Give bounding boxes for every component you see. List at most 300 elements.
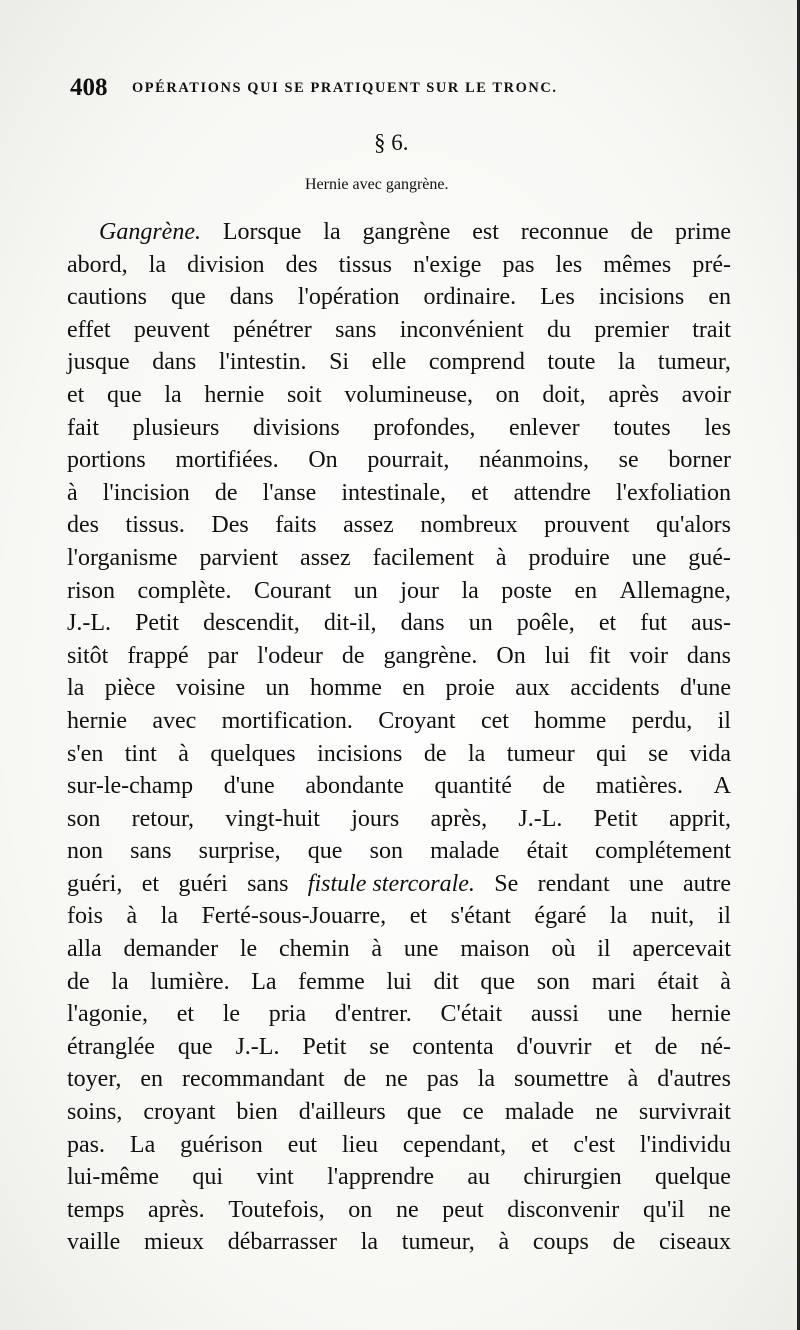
word: aussi bbox=[530, 1001, 579, 1028]
text-line bbox=[67, 379, 731, 412]
word: lui bbox=[544, 642, 571, 669]
word: trait bbox=[692, 316, 731, 343]
text-line bbox=[67, 444, 731, 477]
word: et bbox=[409, 903, 428, 930]
word: un bbox=[468, 610, 493, 637]
word: la bbox=[160, 903, 179, 930]
word: de bbox=[542, 773, 566, 800]
word: la bbox=[360, 1229, 379, 1256]
text-line bbox=[67, 868, 731, 901]
word: complète. bbox=[137, 577, 232, 604]
word: après, bbox=[430, 805, 488, 832]
word: enlever bbox=[509, 414, 580, 441]
word: effet bbox=[67, 316, 111, 343]
text-line bbox=[67, 933, 731, 966]
word: dit bbox=[433, 968, 459, 995]
word: où bbox=[551, 936, 576, 963]
word: s'en bbox=[67, 740, 104, 767]
word: aux bbox=[515, 675, 550, 702]
word: la bbox=[467, 740, 486, 767]
word: l'anse bbox=[262, 479, 317, 506]
word: On bbox=[308, 447, 338, 474]
word: sans bbox=[130, 838, 172, 865]
word: matières. bbox=[595, 773, 683, 800]
word: J.-L. bbox=[67, 610, 111, 637]
word: d'ouvrir bbox=[516, 1033, 592, 1060]
word: guéri, bbox=[67, 870, 123, 897]
word: rison bbox=[67, 577, 115, 604]
word: demander bbox=[123, 936, 219, 963]
word: en bbox=[140, 1066, 163, 1093]
page-header bbox=[70, 74, 690, 104]
word: que bbox=[177, 1033, 213, 1060]
word: de bbox=[612, 1229, 636, 1256]
word: son bbox=[369, 838, 403, 865]
word: femme bbox=[298, 968, 365, 995]
word: était bbox=[526, 838, 568, 865]
word: l'organisme bbox=[67, 544, 178, 571]
word: mari bbox=[591, 968, 636, 995]
word: assez bbox=[300, 544, 351, 571]
word: l'incision bbox=[102, 479, 190, 506]
word: à bbox=[627, 1066, 639, 1093]
word: fois bbox=[67, 903, 103, 930]
word: avoir bbox=[681, 381, 731, 408]
word: de bbox=[654, 1033, 678, 1060]
word: au bbox=[467, 1164, 491, 1191]
word: la bbox=[609, 903, 628, 930]
word: en bbox=[574, 577, 598, 604]
word: On bbox=[496, 642, 526, 669]
text-line bbox=[67, 998, 731, 1031]
word: lieu bbox=[341, 1131, 378, 1158]
word: jours bbox=[351, 805, 400, 832]
word: néanmoins, bbox=[479, 447, 589, 474]
word: Allemagne, bbox=[619, 577, 731, 604]
word: à bbox=[126, 903, 138, 930]
word: les bbox=[555, 251, 583, 278]
word: Si bbox=[329, 349, 350, 376]
word: borner bbox=[668, 447, 731, 474]
word: poste bbox=[501, 577, 552, 604]
word: le bbox=[239, 936, 258, 963]
word: c'est bbox=[573, 1131, 615, 1158]
word: pas bbox=[426, 1066, 459, 1093]
body-text bbox=[67, 216, 731, 1259]
word: une bbox=[628, 870, 664, 897]
word: temps bbox=[67, 1196, 125, 1223]
word: pénétrer bbox=[233, 316, 312, 343]
word: après bbox=[608, 381, 659, 408]
word: volumineuse, bbox=[344, 381, 473, 408]
word: la bbox=[477, 1066, 496, 1093]
word: descendit, bbox=[203, 610, 300, 637]
word: quelques bbox=[210, 740, 296, 767]
text-line bbox=[67, 509, 731, 542]
word: de bbox=[214, 479, 238, 506]
word: à bbox=[720, 968, 731, 995]
word: facilement bbox=[372, 544, 474, 571]
word: mortification. bbox=[221, 707, 353, 734]
word: recommandant bbox=[181, 1066, 325, 1093]
text-line bbox=[67, 477, 731, 510]
word: la bbox=[148, 251, 167, 278]
word: ne bbox=[385, 1066, 408, 1093]
word: né- bbox=[700, 1033, 731, 1060]
word: son bbox=[536, 968, 571, 995]
word: quelque bbox=[654, 1164, 731, 1191]
word: dit-il, bbox=[323, 610, 377, 637]
word: l'individu bbox=[639, 1131, 731, 1158]
running-head: OPÉRATIONS QUI SE PRATIQUENT SUR LE TRONC. bbox=[132, 80, 558, 96]
word: dans bbox=[152, 349, 197, 376]
word: malade bbox=[504, 1099, 575, 1126]
word: tumeur, bbox=[401, 1229, 475, 1256]
text-line bbox=[67, 1161, 731, 1194]
word: vaille bbox=[67, 1229, 121, 1256]
word: cautions bbox=[67, 284, 147, 311]
word: à bbox=[495, 544, 507, 571]
word: Petit bbox=[302, 1033, 347, 1060]
word: qui bbox=[596, 740, 627, 767]
word: son bbox=[67, 805, 101, 832]
word: J.-L. bbox=[518, 805, 563, 832]
word: jour bbox=[400, 577, 439, 604]
page-number: 408 bbox=[70, 74, 108, 101]
word: tint bbox=[124, 740, 157, 767]
word: frappé bbox=[127, 642, 189, 669]
word: mêmes bbox=[603, 251, 672, 278]
word: et bbox=[471, 479, 489, 506]
word: eut bbox=[287, 1131, 318, 1158]
word: l'agonie, bbox=[67, 1001, 148, 1028]
word: le bbox=[222, 1001, 241, 1028]
word: se bbox=[648, 740, 669, 767]
word: profondes, bbox=[373, 414, 476, 441]
word: apercevait bbox=[632, 936, 731, 963]
word: La bbox=[251, 968, 277, 995]
text-line bbox=[67, 1194, 731, 1227]
word: Ferté-sous-Jouarre, bbox=[201, 903, 387, 930]
word: d'autres bbox=[657, 1066, 731, 1093]
word: la bbox=[461, 577, 479, 604]
word: pièce bbox=[104, 675, 156, 702]
word: la bbox=[111, 968, 129, 995]
word: quantité bbox=[434, 773, 512, 800]
text-line bbox=[67, 803, 731, 836]
word: n'exige bbox=[413, 251, 482, 278]
word: homme bbox=[534, 707, 607, 734]
word: d'ailleurs bbox=[298, 1099, 386, 1126]
word: pas. bbox=[67, 1131, 105, 1158]
word: prouvent bbox=[544, 512, 630, 539]
word: et bbox=[614, 1033, 632, 1060]
word: portions bbox=[67, 447, 146, 474]
word: lui bbox=[386, 968, 412, 995]
word: soins, bbox=[67, 1099, 123, 1126]
word: division bbox=[187, 251, 265, 278]
word: contenta bbox=[412, 1033, 494, 1060]
word: prime bbox=[675, 219, 731, 245]
word: plusieurs bbox=[132, 414, 220, 441]
word: et bbox=[141, 870, 160, 897]
text-line bbox=[67, 1226, 731, 1259]
word: voisine bbox=[175, 675, 246, 702]
word: sur-le-champ bbox=[67, 773, 194, 800]
text-line bbox=[67, 770, 731, 803]
word: divisions bbox=[253, 414, 340, 441]
word: cependant, bbox=[402, 1131, 507, 1158]
word: une bbox=[403, 936, 439, 963]
word: fit bbox=[588, 642, 611, 669]
word: fut bbox=[640, 610, 667, 637]
word: une bbox=[607, 1001, 643, 1028]
word: à bbox=[498, 1229, 510, 1256]
word: ne bbox=[708, 1196, 731, 1223]
word: un bbox=[265, 675, 290, 702]
word: d'une bbox=[223, 773, 275, 800]
word: de bbox=[341, 642, 365, 669]
word: et bbox=[176, 1001, 195, 1028]
word: Se bbox=[494, 870, 519, 897]
word: de bbox=[343, 1066, 367, 1093]
word: sans bbox=[247, 870, 289, 897]
word: à bbox=[371, 936, 383, 963]
word: fistule stercorale. bbox=[307, 870, 475, 897]
word: on bbox=[348, 1196, 373, 1223]
word: apprit, bbox=[668, 805, 731, 832]
word: on bbox=[495, 381, 520, 408]
word: hernie bbox=[204, 381, 265, 408]
word: qu'il bbox=[642, 1196, 685, 1223]
word: du bbox=[547, 316, 571, 343]
word: homme bbox=[309, 675, 382, 702]
word: après. bbox=[148, 1196, 205, 1223]
word: pourrait, bbox=[367, 447, 450, 474]
word: vint bbox=[256, 1164, 294, 1191]
word: il bbox=[717, 903, 731, 930]
text-line bbox=[67, 672, 731, 705]
word: toyer, bbox=[67, 1066, 122, 1093]
text-line bbox=[67, 575, 731, 608]
word: gangrène bbox=[362, 219, 451, 245]
word: premier bbox=[594, 316, 669, 343]
word: cet bbox=[480, 707, 509, 734]
word: gangrène. bbox=[383, 642, 478, 669]
word: l'odeur bbox=[257, 642, 323, 669]
word: malade bbox=[430, 838, 500, 865]
text-line bbox=[67, 1063, 731, 1096]
word: attendre bbox=[513, 479, 591, 506]
text-line bbox=[67, 607, 731, 640]
word: assez bbox=[343, 512, 394, 539]
word: soit bbox=[286, 381, 322, 408]
word: alla bbox=[67, 936, 102, 963]
word: en bbox=[402, 675, 426, 702]
word: la bbox=[323, 219, 341, 245]
word: ce bbox=[462, 1099, 484, 1126]
word: gué- bbox=[688, 544, 731, 571]
word: sitôt bbox=[67, 642, 109, 669]
word: des bbox=[285, 251, 318, 278]
word: ordinaire. bbox=[423, 284, 517, 311]
word: ne bbox=[395, 1196, 419, 1223]
word: mortifiées. bbox=[175, 447, 279, 474]
word: d'une bbox=[680, 675, 731, 702]
word: Toutefois, bbox=[228, 1196, 325, 1223]
word: de bbox=[67, 968, 90, 995]
word: lui-même bbox=[67, 1164, 159, 1191]
word: une bbox=[631, 544, 667, 571]
word: hernie bbox=[67, 707, 127, 734]
word: toute bbox=[547, 349, 596, 376]
word: coups bbox=[532, 1229, 589, 1256]
text-line bbox=[67, 1096, 731, 1129]
word: parvient bbox=[199, 544, 279, 571]
word: faits bbox=[275, 512, 317, 539]
word: Des bbox=[211, 512, 249, 539]
section-title: Hernie avec gangrène. bbox=[305, 176, 449, 193]
word: Courant bbox=[253, 577, 332, 604]
word: vingt-huit bbox=[225, 805, 320, 832]
word: C'était bbox=[440, 1001, 503, 1028]
section-number: § 6. bbox=[374, 130, 409, 155]
word: chemin bbox=[278, 936, 350, 963]
word: abondante bbox=[305, 773, 404, 800]
word: de bbox=[423, 740, 447, 767]
text-line bbox=[67, 314, 731, 347]
word: la bbox=[164, 381, 182, 408]
word: La bbox=[129, 1131, 156, 1158]
word: que bbox=[171, 284, 206, 311]
text-line bbox=[67, 281, 731, 314]
word: il bbox=[717, 707, 731, 734]
word: nuit, bbox=[650, 903, 695, 930]
text-line bbox=[67, 542, 731, 575]
word: disconvenir bbox=[507, 1196, 620, 1223]
text-line bbox=[67, 900, 731, 933]
word: de bbox=[630, 219, 654, 245]
text-line bbox=[67, 705, 731, 738]
word: l'apprendre bbox=[327, 1164, 434, 1191]
word: chirurgien bbox=[523, 1164, 622, 1191]
word: s'étant bbox=[450, 903, 511, 930]
word: ciseaux bbox=[659, 1229, 731, 1256]
word: retour, bbox=[131, 805, 194, 832]
text-line bbox=[67, 249, 731, 282]
word: inconvénient bbox=[399, 316, 524, 343]
word: la bbox=[67, 675, 85, 702]
text-line bbox=[67, 346, 731, 379]
word: qu'alors bbox=[656, 512, 731, 539]
text-line bbox=[67, 966, 731, 999]
word: que bbox=[307, 838, 343, 865]
word: maison bbox=[460, 936, 530, 963]
word: l'intestin. bbox=[218, 349, 307, 376]
word: les bbox=[704, 414, 731, 441]
word: peut bbox=[442, 1196, 484, 1223]
word: incisions bbox=[317, 740, 403, 767]
word: en bbox=[708, 284, 731, 311]
word: A bbox=[713, 773, 731, 800]
text-line bbox=[67, 1129, 731, 1162]
word: guéri bbox=[178, 870, 228, 897]
word: tumeur, bbox=[657, 349, 731, 376]
word: que bbox=[107, 381, 142, 408]
word: Gangrène. bbox=[99, 219, 201, 245]
word: reconnue bbox=[520, 219, 609, 245]
word: pas bbox=[502, 251, 535, 278]
word: à bbox=[178, 740, 189, 767]
word: pré- bbox=[692, 251, 731, 278]
word: bien bbox=[236, 1099, 278, 1126]
word: toutes bbox=[613, 414, 671, 441]
word: non bbox=[67, 838, 103, 865]
word: tumeur bbox=[506, 740, 575, 767]
word: avec bbox=[152, 707, 197, 734]
word: nombreux bbox=[420, 512, 518, 539]
word: Lorsque bbox=[222, 219, 302, 245]
word: et bbox=[67, 381, 85, 408]
word: autre bbox=[683, 870, 731, 897]
word: guérison bbox=[180, 1131, 263, 1158]
word: étranglée bbox=[67, 1033, 155, 1060]
word: perdu, bbox=[631, 707, 693, 734]
word: intestinale, bbox=[341, 479, 447, 506]
word: voir bbox=[629, 642, 668, 669]
word: tissus. bbox=[125, 512, 185, 539]
text-line bbox=[67, 738, 731, 771]
word: égaré bbox=[534, 903, 587, 930]
word: sans bbox=[335, 316, 377, 343]
word: elle bbox=[371, 349, 407, 376]
word: jusque bbox=[67, 349, 130, 376]
word: un bbox=[353, 577, 378, 604]
word: dans bbox=[400, 610, 445, 637]
word: se bbox=[369, 1033, 390, 1060]
word: produire bbox=[528, 544, 610, 571]
word: complétement bbox=[595, 838, 731, 865]
word: hernie bbox=[670, 1001, 731, 1028]
word: mieux bbox=[144, 1229, 205, 1256]
word: comprend bbox=[428, 349, 525, 376]
word: rendant bbox=[537, 870, 610, 897]
word: se bbox=[618, 447, 639, 474]
word: doit, bbox=[542, 381, 586, 408]
text-line bbox=[67, 1031, 731, 1064]
word: J.-L. bbox=[235, 1033, 280, 1060]
word: Petit bbox=[135, 610, 180, 637]
word: croyant bbox=[143, 1099, 216, 1126]
word: poêle, bbox=[516, 610, 575, 637]
word: l'opération bbox=[297, 284, 400, 311]
word: surprise, bbox=[198, 838, 281, 865]
word: dans bbox=[229, 284, 274, 311]
word: ne bbox=[595, 1099, 618, 1126]
word: Petit bbox=[593, 805, 638, 832]
text-line bbox=[67, 412, 731, 445]
word: soumettre bbox=[514, 1066, 609, 1093]
word: et bbox=[598, 610, 617, 637]
word: vida bbox=[689, 740, 731, 767]
word: pria bbox=[268, 1001, 307, 1028]
word: qui bbox=[192, 1164, 223, 1191]
word: proie bbox=[445, 675, 495, 702]
word: fait bbox=[67, 414, 99, 441]
word: dans bbox=[686, 642, 731, 669]
word: tissus bbox=[338, 251, 392, 278]
text-line bbox=[67, 835, 731, 868]
